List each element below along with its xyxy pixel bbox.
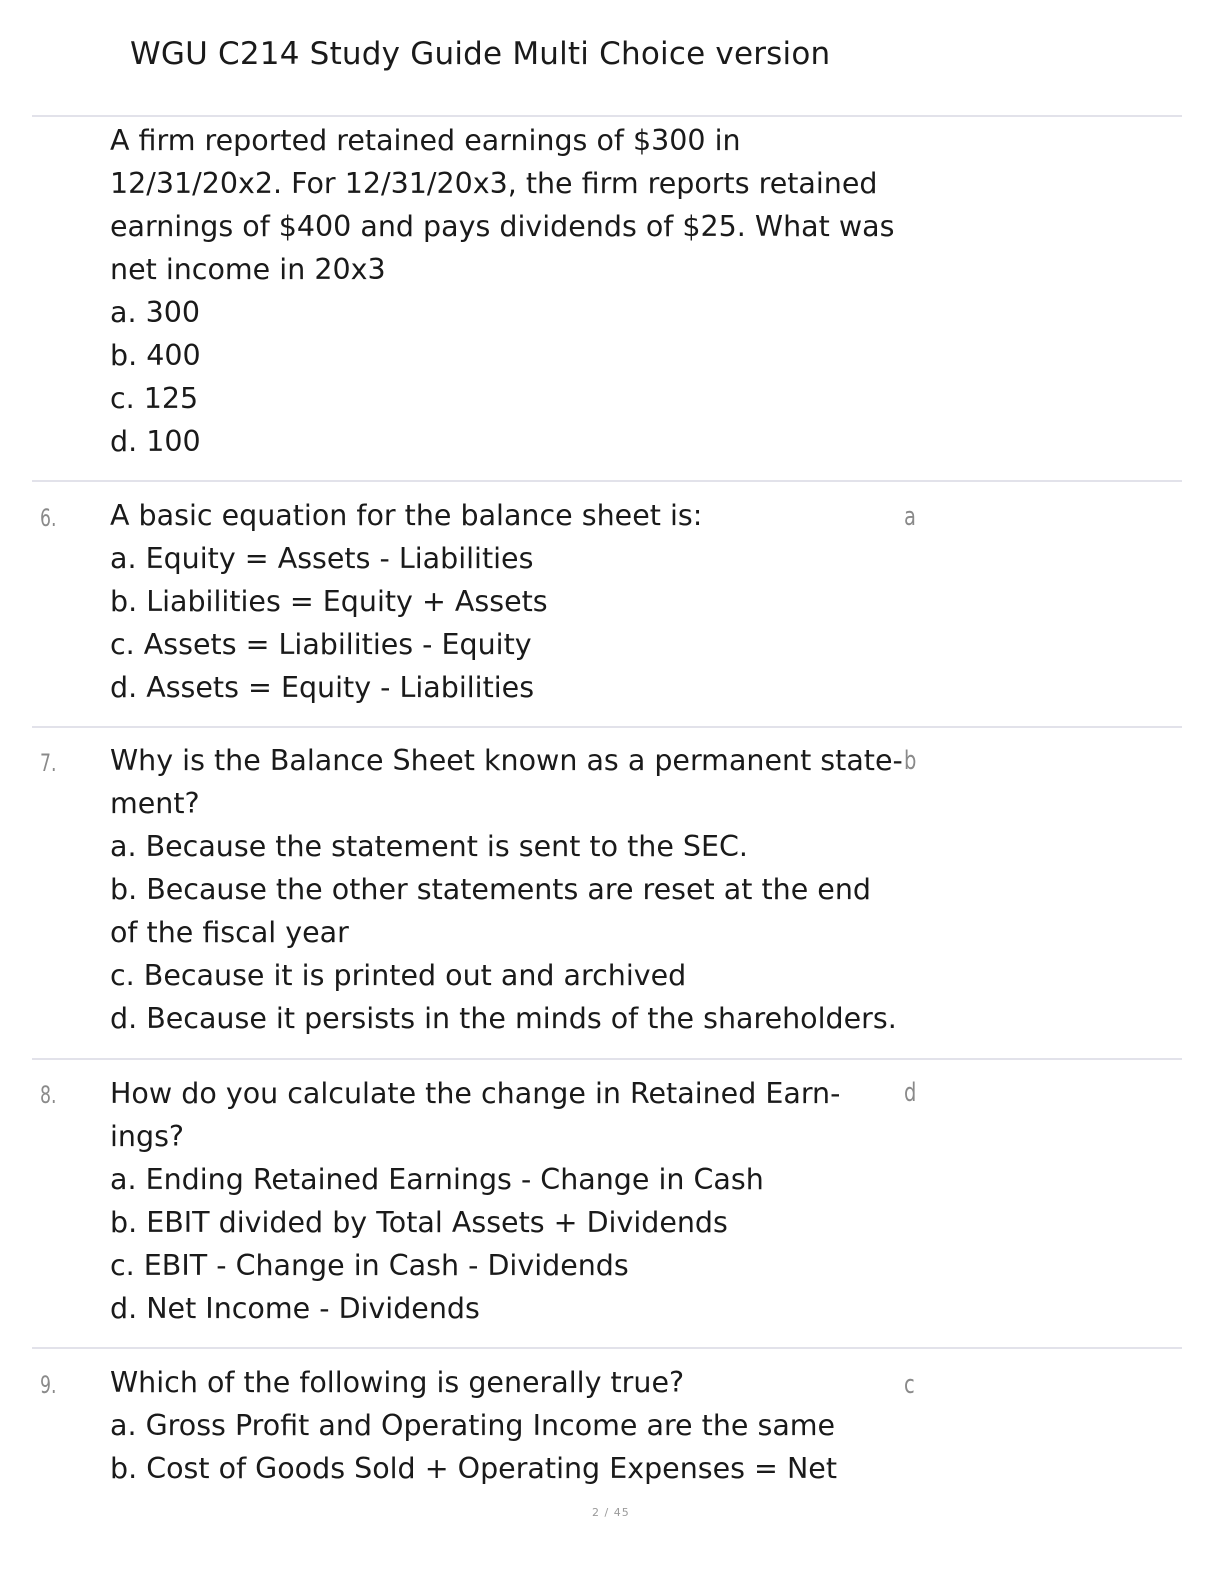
question-number: 8. (40, 1081, 57, 1109)
answer-option: b. Because the other statements are reset at the end (110, 873, 871, 906)
answer-option: c. Assets = Liabilities - Equity (110, 628, 532, 661)
answer-option: a. Because the statement is sent to the SEC. (110, 830, 748, 863)
answer-option: a. Equity = Assets - Liabilities (110, 542, 534, 575)
answer-option: b. 400 (110, 339, 201, 372)
question-text: A firm reported retained earnings of $300 in (110, 124, 741, 157)
answer-option: d. Because it persists in the minds of the shareholders. (110, 1002, 897, 1035)
divider (32, 726, 1182, 728)
question-number: 6. (40, 504, 57, 532)
answer-option: of the fiscal year (110, 916, 349, 949)
answer-option: b. Cost of Goods Sold + Operating Expenses = Net (110, 1452, 838, 1485)
answer-option: a. Gross Profit and Operating Income are the same (110, 1409, 836, 1442)
answer-option: b. Liabilities = Equity + Assets (110, 585, 548, 618)
answer-key: b (904, 746, 917, 776)
answer-option: c. Because it is printed out and archived (110, 959, 687, 992)
answer-option: a. 300 (110, 296, 200, 329)
question-text: Which of the following is generally true? (110, 1366, 685, 1399)
question-text: A basic equation for the balance sheet is: (110, 499, 703, 532)
question-text: Why is the Balance Sheet known as a permanent state- (110, 744, 903, 777)
divider (32, 1058, 1182, 1060)
answer-option: d. Assets = Equity - Liabilities (110, 671, 535, 704)
question-text: 12/31/20x2. For 12/31/20x3, the firm reports retained (110, 167, 878, 200)
page-number: 2 / 45 (592, 1506, 630, 1519)
divider (32, 115, 1182, 117)
question-text: ment? (110, 787, 200, 820)
question-text: ings? (110, 1120, 185, 1153)
question-number: 9. (40, 1371, 57, 1399)
divider (32, 480, 1182, 482)
question-text: net income in 20x3 (110, 253, 386, 286)
question-text: earnings of $400 and pays dividends of $25. What was (110, 210, 895, 243)
answer-key: d (904, 1078, 917, 1108)
document-title: WGU C214 Study Guide Multi Choice version (130, 36, 831, 72)
answer-option: d. Net Income - Dividends (110, 1292, 480, 1325)
answer-option: c. 125 (110, 382, 199, 415)
question-number: 7. (40, 749, 57, 777)
question-text: How do you calculate the change in Retained Earn- (110, 1077, 841, 1110)
answer-option: c. EBIT - Change in Cash - Dividends (110, 1249, 629, 1282)
divider (32, 1347, 1182, 1349)
answer-key: a (904, 502, 916, 532)
answer-option: d. 100 (110, 425, 201, 458)
answer-option: b. EBIT divided by Total Assets + Dividends (110, 1206, 728, 1239)
answer-option: a. Ending Retained Earnings - Change in Cash (110, 1163, 764, 1196)
answer-key: c (904, 1370, 915, 1400)
